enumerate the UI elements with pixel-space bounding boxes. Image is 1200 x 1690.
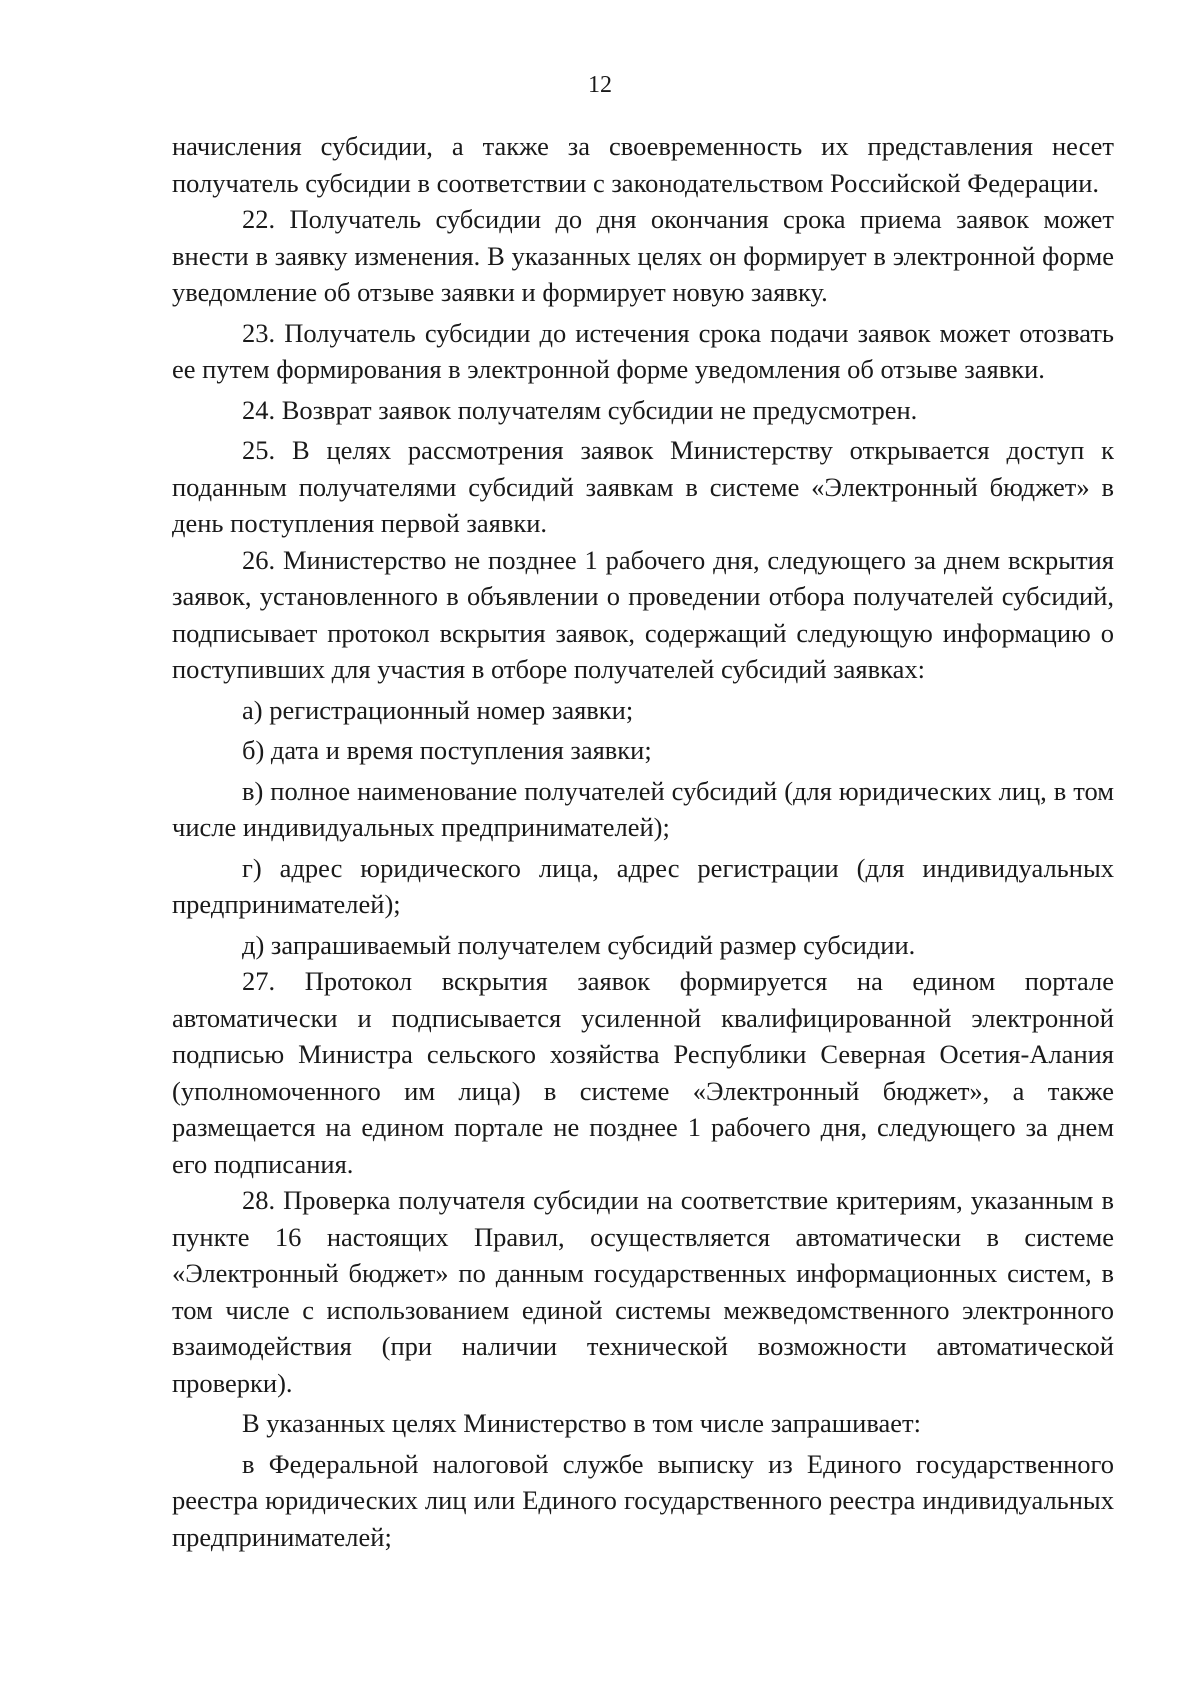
page-number: 12 [588,72,612,98]
list-item-g: г) адрес юридического лица, адрес регистрации (для индивидуальных предпринимателей); [172,852,1114,919]
paragraph-item-25: 25. В целях рассмотрения заявок Министерству открывается доступ к поданным получателями субсидий заявкам в системе «Электронный бюджет» в день поступления первой заявки. [172,435,1114,538]
paragraph-item-23: 23. Получатель субсидии до истечения срока подачи заявок может отозвать ее путем формирования в электронной форме уведомления об отзыве заявки. [172,317,1114,384]
paragraph-item-28: 28. Проверка получателя субсидии на соответствие критериям, указанным в пункте 16 настоящих Правил, осуществляется автоматически в системе «Электронный бюджет» по данным государственных информационных систем, в том числе с использованием единой системы межведомственного электронного взаимодействия (при наличии технической возможности автоматической проверки). [172,1185,1114,1398]
paragraph-item-22: 22. Получатель субсидии до дня окончания срока приема заявок может внести в заявку изменения. В указанных целях он формирует в электронной форме уведомление об отзыве заявки и формирует новую заявку. [172,204,1114,307]
paragraph-item-27: 27. Протокол вскрытия заявок формируется на едином портале автоматически и подписывается усиленной квалифицированной электронной подписью Министра сельского хозяйства Республики Северная Осетия-Алания (уполномоченного им лица) в системе «Электронный бюджет», а также размещается на едином портале не позднее 1 рабочего дня, следующего за днем его подписания. [172,966,1114,1179]
paragraph-item-24: 24. Возврат заявок получателям субсидии не предусмотрен. [242,394,918,425]
paragraph-fns-request: в Федеральной налоговой службе выписку из Единого государственного реестра юридических лиц или Единого государственного реестра индивидуальных предпринимателей; [172,1448,1114,1552]
document-body [172,128,1114,1555]
paragraph-item-26: 26. Министерство не позднее 1 рабочего дня, следующего за днем вскрытия заявок, установленного в объявлении о проведении отбора получателей субсидий, подписывает протокол вскрытия заявок, содержащий следующую информацию о поступивших для участия в отборе получателей субсидий заявках: [172,544,1114,684]
list-item-a: а) регистрационный номер заявки; [242,694,634,725]
paragraph-purpose: В указанных целях Министерство в том числе запрашивает: [242,1408,921,1438]
list-item-d: д) запрашиваемый получателем субсидий размер субсидии. [242,929,916,960]
paragraph-continuation: начисления субсидии, а также за своевременность их представления несет получатель субсидии в соответствии с законодательством Российской Федерации. [172,131,1114,198]
list-item-v: в) полное наименование получателей субсидий (для юридических лиц, в том числе индивидуальных предпринимателей); [172,775,1114,842]
list-item-b: б) дата и время поступления заявки; [242,735,652,765]
